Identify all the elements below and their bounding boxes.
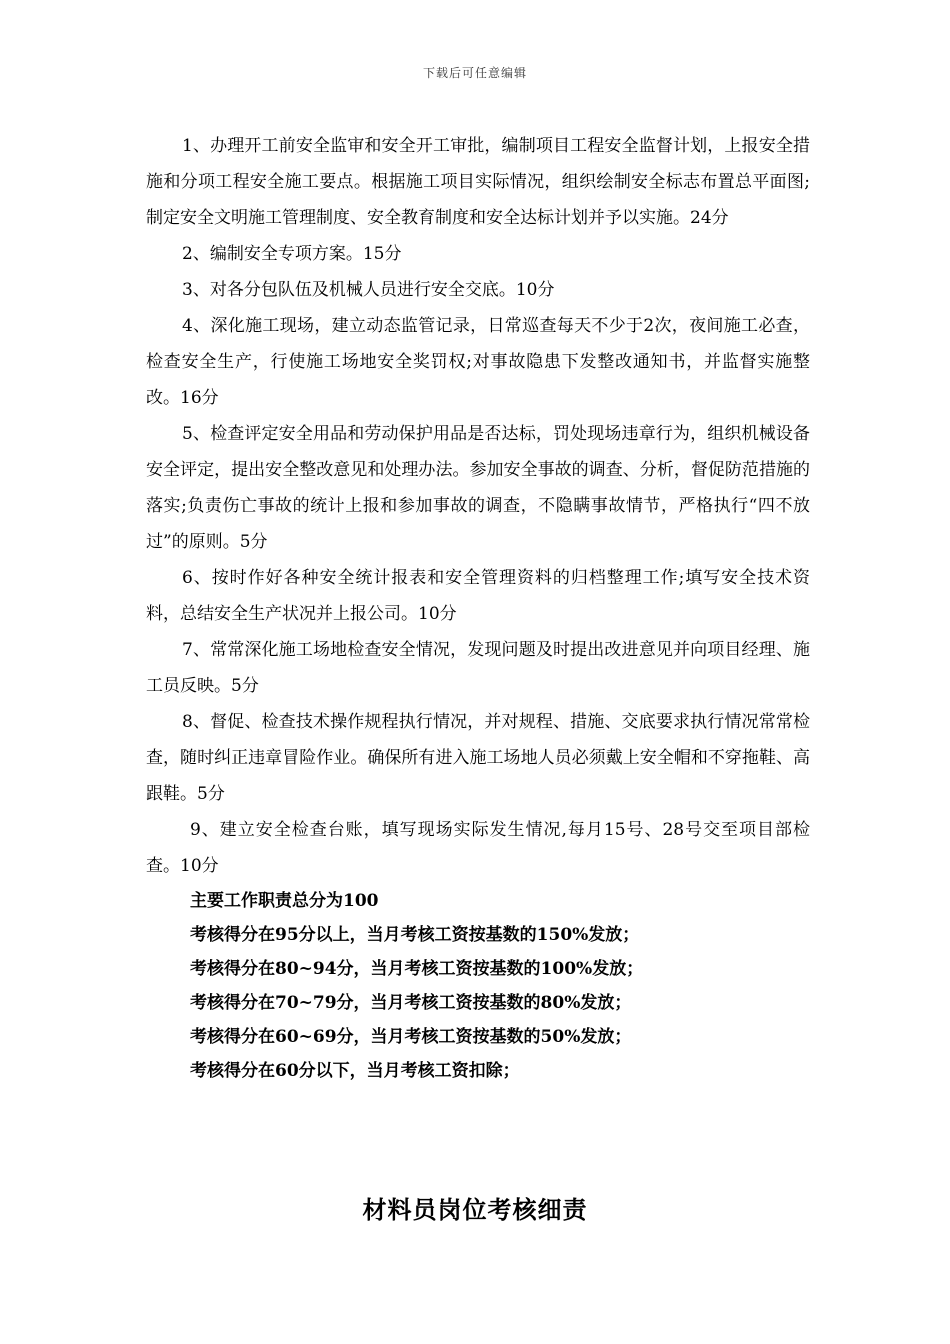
document-body: [146, 128, 810, 1088]
section-title: 材料员岗位考核细责: [362, 1195, 588, 1224]
duty-item-6: 6、按时作好各种安全统计报表和安全管理资料的归档整理工作;填写安全技术资料，总结安全生产状况并上报公司。10分: [146, 568, 810, 624]
duty-item-1: 1、办理开工前安全监审和安全开工审批，编制项目工程安全监督计划，上报安全措施和分项工程安全施工要点。根据施工项目实际情况，组织绘制安全标志布置总平面图;制定安全文明施工管理制度、安全教育制度和安全达标计划并予以实施。24分: [146, 136, 810, 228]
summary-rule-80: 考核得分在80~94分，当月考核工资按基数的100%发放；: [190, 959, 644, 979]
duty-item-4: 4、深化施工现场，建立动态监管记录，日常巡查每天不少于2次，夜间施工必查，检查安全生产，行使施工场地安全奖罚权;对事故隐患下发整改通知书，并监督实施整改。16分: [146, 316, 810, 408]
duty-item-2: 2、编制安全专项方案。15分: [182, 244, 402, 264]
duty-item-5: 5、检查评定安全用品和劳动保护用品是否达标，罚处现场违章行为，组织机械设备安全评定，提出安全整改意见和处理办法。参加安全事故的调查、分析，督促防范措施的落实;负责伤亡事故的统计上报和参加事故的调查，不隐瞒事故情节，严格执行“四不放过”的原则。5分: [146, 424, 810, 552]
summary-rule-70: 考核得分在70~79分，当月考核工资按基数的80%发放；: [190, 993, 632, 1013]
header-note: 下载后可任意编辑: [422, 66, 527, 80]
duty-item-9: 9、建立安全检查台账，填写现场实际发生情况,每月15号、28号交至项目部检查。10分: [146, 820, 810, 876]
summary-rule-below-60: 考核得分在60分以下，当月考核工资扣除；: [190, 1061, 520, 1081]
summary-rule-60: 考核得分在60~69分，当月考核工资按基数的50%发放；: [190, 1027, 632, 1047]
score-summary: [146, 884, 810, 1088]
duty-item-3: 3、对各分包队伍及机械人员进行安全交底。10分: [182, 280, 555, 300]
summary-rule-95: 考核得分在95分以上，当月考核工资按基数的150%发放；: [190, 925, 640, 945]
duty-item-7: 7、常常深化施工场地检查安全情况，发现问题及时提出改进意见并向项目经理、施工员反映。5分: [146, 640, 810, 696]
summary-total: 主要工作职责总分为100: [190, 891, 379, 911]
duty-item-8: 8、督促、检查技术操作规程执行情况，并对规程、措施、交底要求执行情况常常检查，随时纠正违章冒险作业。确保所有进入施工场地人员必须戴上安全帽和不穿拖鞋、高跟鞋。5分: [146, 712, 810, 804]
